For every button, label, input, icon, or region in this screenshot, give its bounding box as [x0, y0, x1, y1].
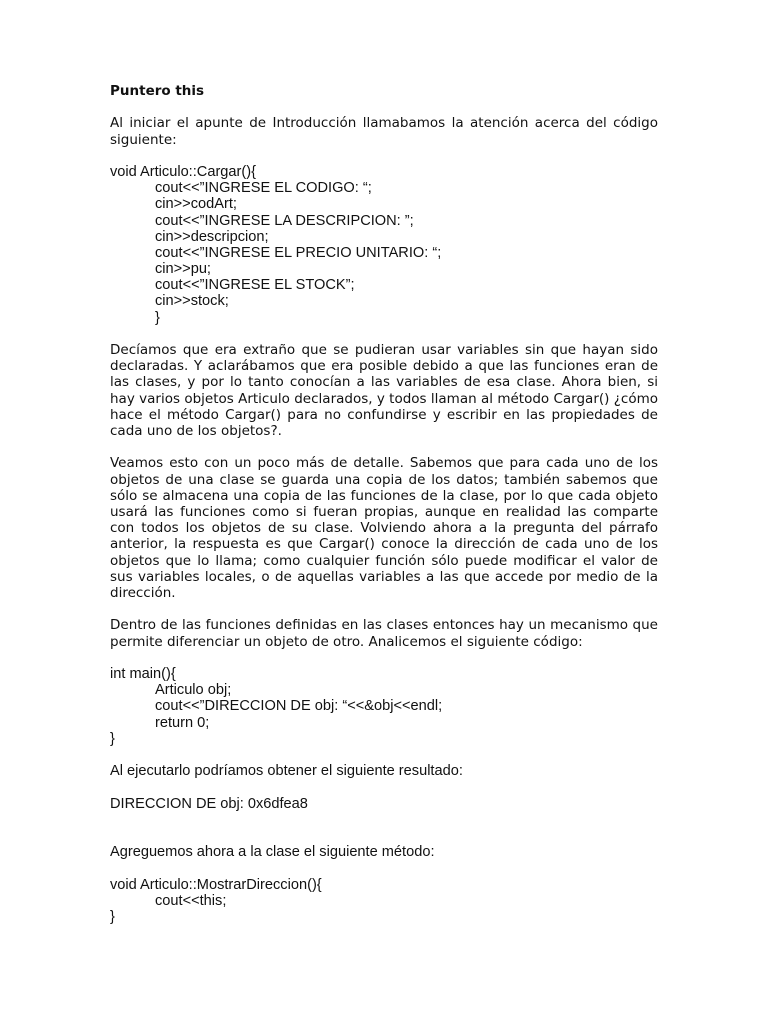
code-line: int main(){ [110, 666, 176, 683]
code-line: cin>>pu; [155, 261, 211, 278]
code-line: cin>>descripcion; [155, 228, 269, 245]
code-line: } [155, 309, 160, 326]
paragraph-1: Decíamos que era extraño que se pudieran usar variables sin que hayan sido declaradas. Y aclarábamos que era posible debido a que las funciones eran de las clases, y por lo tanto conocían a las variables de esa clase. Ahora bien, si hay varios objetos Articulo declarados, y todos llaman al método Cargar() ¿cómo hace el método Cargar() para no confundirse y escribir en las propiedades de cada uno de los objetos?. [110, 342, 658, 440]
code-line: cin>>codArt; [155, 196, 237, 213]
code-line: } [110, 908, 115, 925]
code-line: cout<<”INGRESE EL STOCK”; [155, 277, 355, 294]
code-block-cargar [110, 164, 658, 326]
code-line: return 0; [155, 714, 210, 731]
page-title: Puntero this [110, 83, 205, 99]
code-line: cin>>stock; [155, 293, 229, 310]
code-line: void Articulo::Cargar(){ [110, 163, 256, 180]
output-text: DIRECCION DE obj: 0x6dfea8 [110, 795, 308, 812]
paragraph-3: Dentro de las funciones definidas en las clases entonces hay un mecanismo que permite diferenciar un objeto de otro. Analicemos el siguiente código: [110, 617, 658, 650]
intro-paragraph: Al iniciar el apunte de Introducción llamabamos la atención acerca del código siguiente: [110, 115, 658, 148]
paragraph-2: Veamos esto con un poco más de detalle. Sabemos que para cada uno de los objetos de una clase se guarda una copia de los datos; también sabemos que sólo se almacena una copia de las funciones de la clase, por lo que cada objeto usará las funciones como si fueran propias, aunque en realidad las comparte con todos los objetos de su clase. Volviendo ahora a la pregunta del párrafo anterior, la respuesta es que Cargar() conoce la dirección de cada uno de los objetos que lo llama; como cualquier función sólo puede modificar el valor de sus variables locales, o de aquellas variables a las que accede por medio de la dirección. [110, 455, 658, 602]
document-content [110, 83, 658, 941]
code-line: cout<<”DIRECCION DE obj: “<<&obj<<endl; [155, 698, 443, 715]
code-line: cout<<this; [155, 892, 227, 909]
code-line: cout<<”INGRESE EL CODIGO: “; [155, 180, 372, 197]
paragraph-4: Al ejecutarlo podríamos obtener el siguiente resultado: [110, 763, 463, 780]
code-block-mostrar-direccion [110, 877, 658, 926]
code-line: void Articulo::MostrarDireccion(){ [110, 876, 322, 893]
code-block-main [110, 666, 658, 747]
paragraph-5: Agreguemos ahora a la clase el siguiente método: [110, 844, 435, 861]
code-line: Articulo obj; [155, 682, 232, 699]
blank-line [110, 828, 658, 844]
code-line: cout<<”INGRESE LA DESCRIPCION: ”; [155, 212, 414, 229]
code-line: cout<<”INGRESE EL PRECIO UNITARIO: “; [155, 244, 442, 261]
code-line: } [110, 730, 115, 747]
